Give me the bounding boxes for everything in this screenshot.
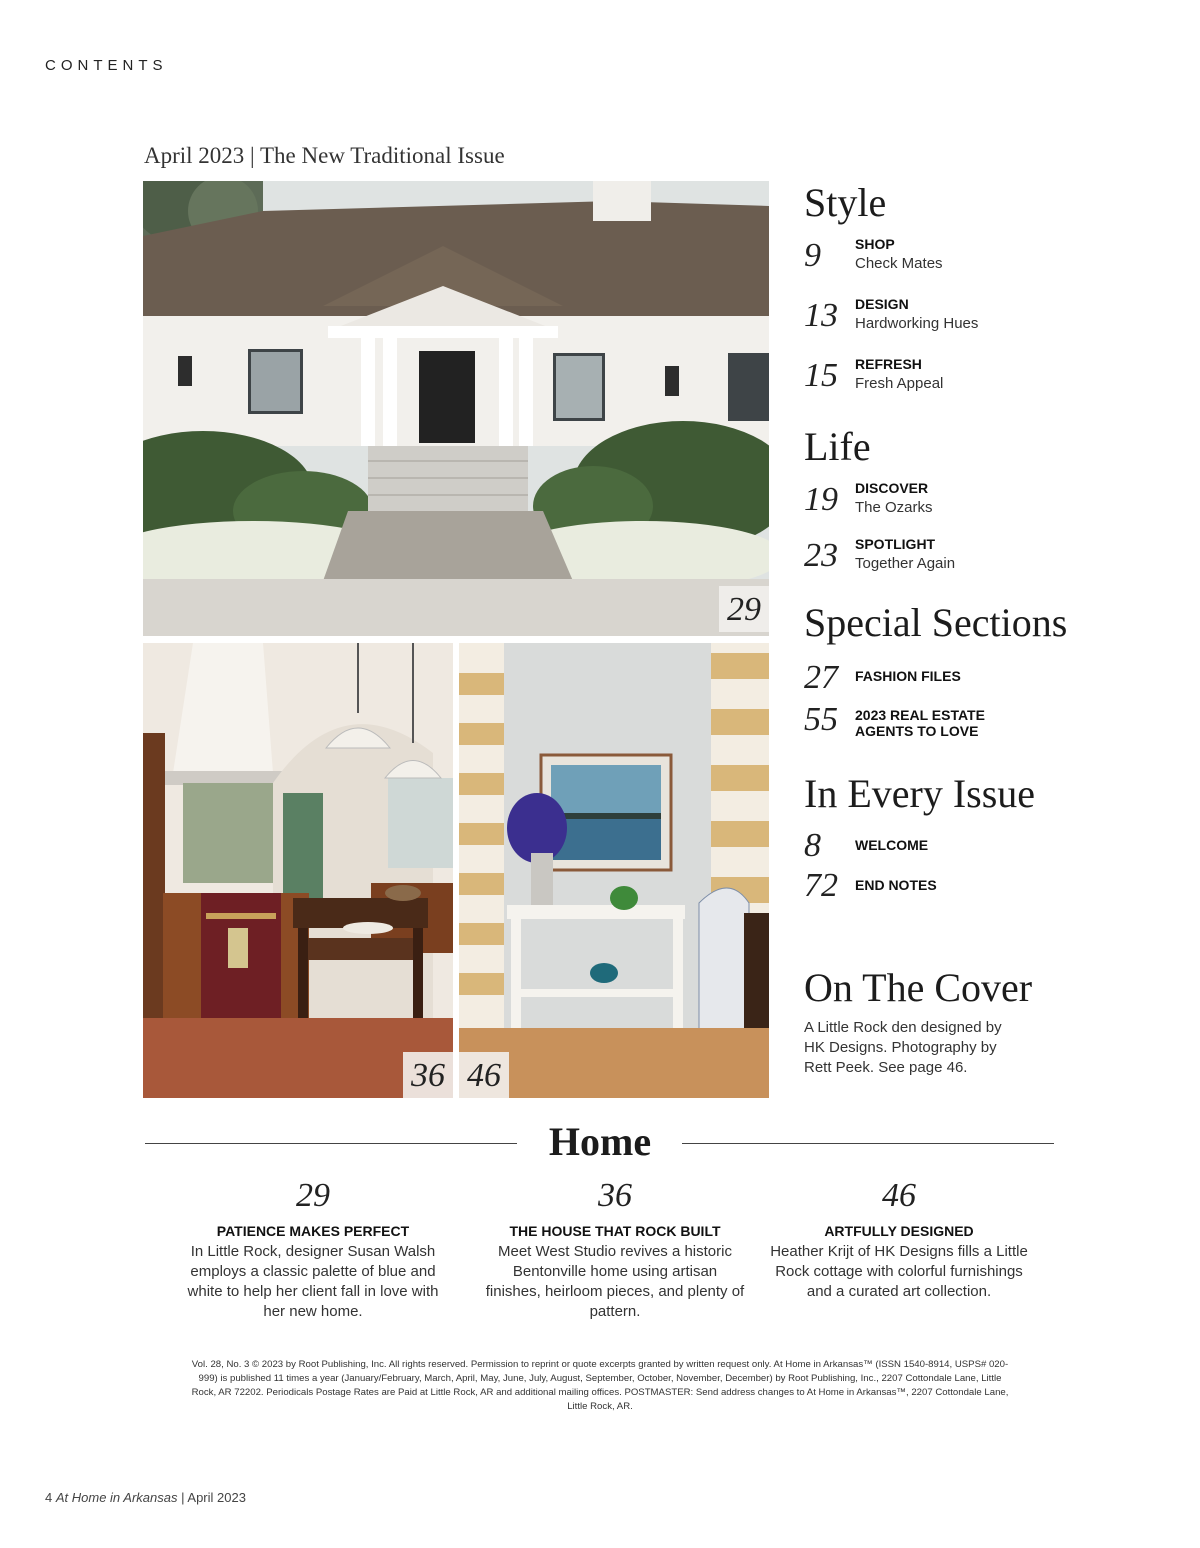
entry-title: The Ozarks — [855, 499, 933, 516]
page-number: 36 — [598, 1177, 632, 1214]
entry-category: WELCOME — [855, 837, 929, 853]
kitchen-photo[interactable] — [143, 643, 453, 1098]
entry-category-line-2: AGENTS TO LOVE — [855, 723, 979, 739]
toc-entry-end-notes[interactable] — [804, 866, 1164, 916]
page-number: 72 — [804, 867, 838, 904]
entry-title: Fresh Appeal — [855, 375, 944, 392]
every-issue-heading: In Every Issue — [804, 771, 1036, 816]
toc-entry-shop[interactable] — [804, 236, 1164, 286]
page-number: 23 — [804, 537, 838, 574]
entry-title: Check Mates — [855, 255, 943, 272]
kitchen-page-number: 36 — [403, 1052, 453, 1098]
footer-separator: | — [181, 1490, 185, 1505]
page-number: 46 — [882, 1177, 916, 1214]
page-number: 29 — [296, 1177, 330, 1214]
entry-category: SHOP — [855, 236, 895, 252]
home-feature-rock-built[interactable] — [485, 1176, 745, 1322]
divider-left — [145, 1143, 517, 1144]
divider-right — [682, 1143, 1054, 1144]
entry-title: Hardworking Hues — [855, 315, 979, 332]
house-page-number: 29 — [719, 586, 769, 632]
feature-title: THE HOUSE THAT ROCK BUILT — [509, 1223, 721, 1239]
toc-entry-refresh[interactable] — [804, 356, 1164, 406]
life-heading: Life — [804, 424, 871, 469]
home-heading: Home — [548, 1119, 652, 1164]
section-label: CONTENTS — [45, 57, 168, 74]
home-feature-patience[interactable] — [183, 1176, 443, 1322]
legal-notice: Vol. 28, No. 3 © 2023 by Root Publishing, Inc. All rights reserved. Permission to reprint or quote excerpts granted by written request only. At Home in Arkansas™ (ISSN 1540-8914, USPS# 020-999) is published 11 times a year (January/February, March, April, May, June, July, August, September, October, November, December) by Root Publishing, Inc., 2207 Cottondale Lane, Little Rock, AR 72202. Periodicals Postage Rates are Paid at Little Rock, AR and additional mailing offices. POSTMASTER: Send address changes to At Home in Arkansas™, 2207 Cottondale Lane, Little Rock, AR. — [191, 1359, 1009, 1412]
entry-category: REFRESH — [855, 356, 922, 372]
feature-title: PATIENCE MAKES PERFECT — [216, 1223, 410, 1239]
issue-title: April 2023 | The New Traditional Issue — [144, 143, 505, 168]
feature-description: In Little Rock, designer Susan Walsh employs a classic palette of blue and white to help her client fall in love with her new home. — [187, 1243, 439, 1320]
feature-description: Heather Krijt of HK Designs fills a Little Rock cottage with colorful furnishings and a curated art collection. — [770, 1243, 1028, 1300]
house-exterior-photo[interactable] — [143, 181, 769, 636]
toc-entry-design[interactable] — [804, 296, 1164, 346]
page-number: 19 — [804, 481, 838, 518]
special-sections-heading: Special Sections — [804, 600, 1068, 645]
entry-title: Together Again — [855, 555, 956, 572]
feature-title: ARTFULLY DESIGNED — [824, 1223, 974, 1239]
entry-category: FASHION FILES — [855, 668, 961, 684]
page-number: 9 — [804, 237, 821, 274]
page-number: 27 — [804, 659, 838, 696]
entry-category: END NOTES — [855, 877, 937, 893]
page-number: 13 — [804, 297, 838, 334]
den-page-number: 46 — [459, 1052, 509, 1098]
entry-category: SPOTLIGHT — [855, 536, 936, 552]
entry-category-line-1: 2023 REAL ESTATE — [855, 707, 985, 723]
toc-entry-discover[interactable] — [804, 480, 1164, 530]
footer-page-number: 4 — [45, 1490, 53, 1505]
page-number: 8 — [804, 827, 821, 864]
page-footer — [45, 1490, 246, 1505]
entry-category: DESIGN — [855, 296, 909, 312]
footer-publication: At Home in Arkansas — [55, 1490, 178, 1505]
on-the-cover-heading: On The Cover — [804, 965, 1033, 1010]
footer-date: April 2023 — [187, 1490, 246, 1505]
cover-description: A Little Rock den designed by HK Designs. Photography by Rett Peek. See page 46. — [804, 1019, 1002, 1076]
page-number: 15 — [804, 357, 838, 394]
toc-entry-spotlight[interactable] — [804, 536, 1164, 586]
feature-description: Meet West Studio revives a historic Bentonville home using artisan finishes, heirloom pieces, and plenty of pattern. — [485, 1243, 745, 1320]
toc-entry-real-estate-agents[interactable] — [804, 700, 1164, 750]
page-number: 55 — [804, 701, 838, 738]
entry-category: DISCOVER — [855, 480, 929, 496]
style-heading: Style — [804, 180, 887, 225]
home-feature-artfully-designed[interactable] — [769, 1176, 1029, 1302]
den-photo[interactable] — [459, 643, 769, 1098]
